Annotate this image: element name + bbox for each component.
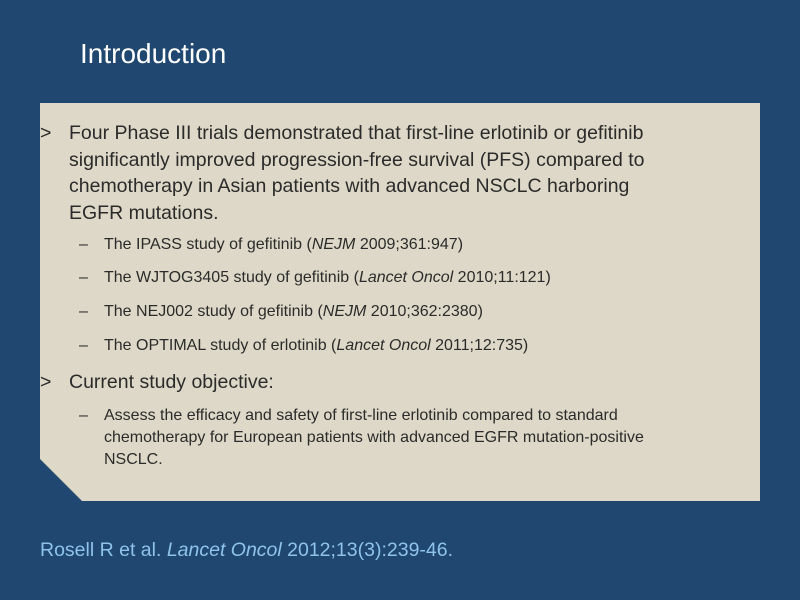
bullet-marker: > bbox=[40, 122, 52, 144]
citation: Rosell R et al. Lancet Oncol 2012;13(3):239-46. bbox=[40, 539, 454, 561]
sub-bullet-item bbox=[79, 335, 679, 357]
bullet-text: Current study objective: bbox=[69, 371, 274, 393]
sub-bullet-text: The OPTIMAL study of erlotinib (Lancet Oncol 2011;12:735) bbox=[104, 337, 529, 354]
journal-name: Lancet Oncol bbox=[336, 337, 431, 354]
sub-bullet-item bbox=[79, 405, 679, 471]
sub-bullet-text: The NEJ002 study of gefitinib (NEJM 2010;362:2380) bbox=[104, 303, 483, 320]
sub-bullet-text: Assess the efficacy and safety of first-line erlotinib compared to standard chemotherapy for European patients with advanced EGFR mutation-positive NSCLC. bbox=[104, 407, 644, 468]
journal-name: Lancet Oncol bbox=[358, 269, 454, 286]
bullet-marker: > bbox=[40, 371, 52, 393]
journal-name: NEJM bbox=[322, 303, 367, 320]
bullet-text: Four Phase III trials demonstrated that first-line erlotinib or gefitinib significantly improved progression-free survival (PFS) compared to chemotherapy in Asian patients with advanced NSCLC harboring EGFR mutations. bbox=[69, 122, 645, 224]
sub-bullet-text: The IPASS study of gefitinib (NEJM 2009;361:947) bbox=[104, 236, 464, 253]
slide-title: Introduction bbox=[80, 38, 227, 69]
citation-journal: Lancet Oncol bbox=[166, 539, 282, 561]
bullet-item bbox=[40, 120, 680, 226]
sub-bullet-item bbox=[79, 301, 679, 323]
bullet-item bbox=[40, 369, 680, 396]
sub-bullet-marker: – bbox=[79, 303, 88, 320]
sub-bullet-item bbox=[79, 234, 679, 256]
sub-bullet-marker: – bbox=[79, 269, 88, 286]
sub-bullet-marker: – bbox=[79, 407, 88, 424]
sub-bullet-item bbox=[79, 267, 679, 289]
sub-bullet-text: The WJTOG3405 study of gefitinib (Lancet Oncol 2010;11:121) bbox=[104, 269, 551, 286]
journal-name: NEJM bbox=[311, 236, 356, 253]
sub-bullet-marker: – bbox=[79, 236, 88, 253]
sub-bullet-marker: – bbox=[79, 337, 88, 354]
